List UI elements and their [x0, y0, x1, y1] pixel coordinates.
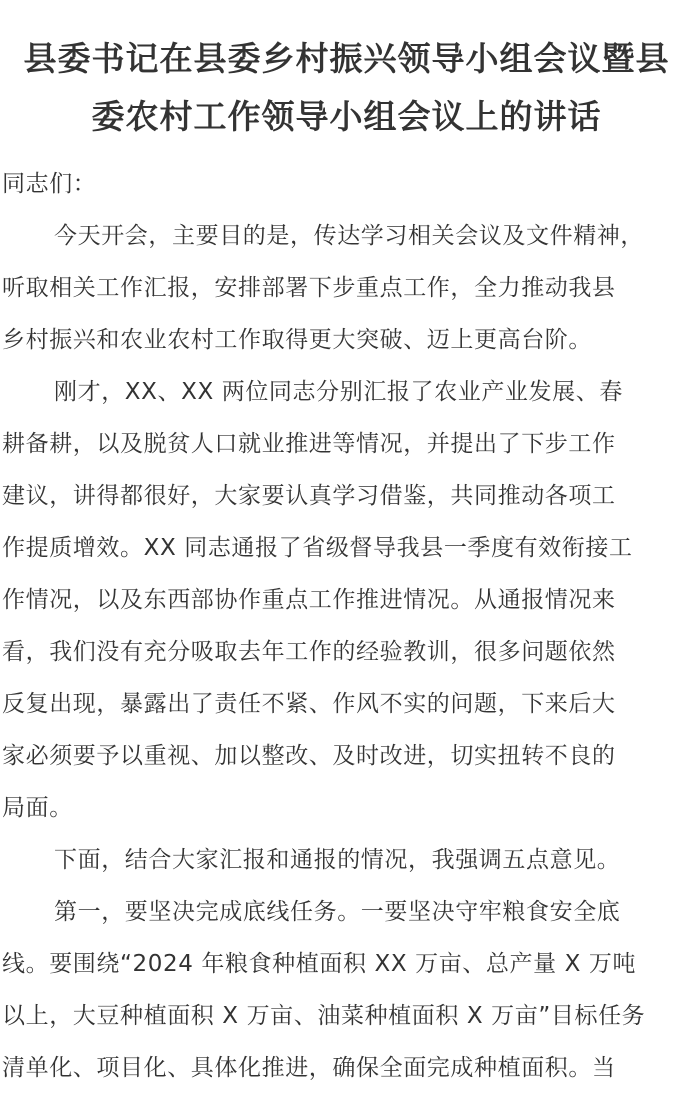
paragraph-line: 乡村振兴和农业农村工作取得更大突破、迈上更高台阶。: [2, 327, 592, 353]
paragraph-line: 听取相关工作汇报，安排部署下步重点工作，全力推动我县: [2, 275, 616, 301]
paragraph-line: 反复出现，暴露出了责任不紧、作风不实的问题，下来后大: [2, 691, 616, 717]
salutation: 同志们：: [2, 171, 97, 197]
document-title-line-2: 委农村工作领导小组会议上的讲话: [91, 97, 602, 136]
paragraph-line: 以上，大豆种植面积 X 万亩、油菜种植面积 X 万亩”目标任务: [2, 1003, 646, 1029]
paragraph-line: 局面。: [2, 795, 73, 821]
paragraph-line: 看，我们没有充分吸取去年工作的经验教训，很多问题依然: [2, 639, 616, 665]
paragraph-line: 刚才，XX、XX 两位同志分别汇报了农业产业发展、春: [54, 379, 623, 405]
paragraph-line: 线。要围绕“2024 年粮食种植面积 XX 万亩、总产量 X 万吨: [2, 951, 637, 977]
paragraph-line: 建议，讲得都很好，大家要认真学习借鉴，共同推动各项工: [2, 483, 616, 509]
paragraph-line: 下面，结合大家汇报和通报的情况，我强调五点意见。: [54, 847, 621, 873]
paragraph-line: 作提质增效。XX 同志通报了省级督导我县一季度有效衔接工: [2, 535, 633, 561]
paragraph-line: 今天开会，主要目的是，传达学习相关会议及文件精神，: [54, 223, 644, 249]
document-title-line-1: 县委书记在县委乡村振兴领导小组会议暨县: [23, 39, 670, 78]
paragraph-line: 家必须要予以重视、加以整改、及时改进，切实扭转不良的: [2, 743, 616, 769]
paragraph-line: 第一，要坚决完成底线任务。一要坚决守牢粮食安全底: [54, 899, 621, 925]
paragraph-line: 作情况，以及东西部协作重点工作推进情况。从通报情况来: [2, 587, 616, 613]
document-title: [0, 0, 693, 146]
paragraph-line: 清单化、项目化、具体化推进，确保全面完成种植面积。当: [2, 1055, 616, 1081]
paragraph-line: 耕备耕，以及脱贫人口就业推进等情况，并提出了下步工作: [2, 431, 616, 457]
document-body: [2, 158, 693, 1094]
